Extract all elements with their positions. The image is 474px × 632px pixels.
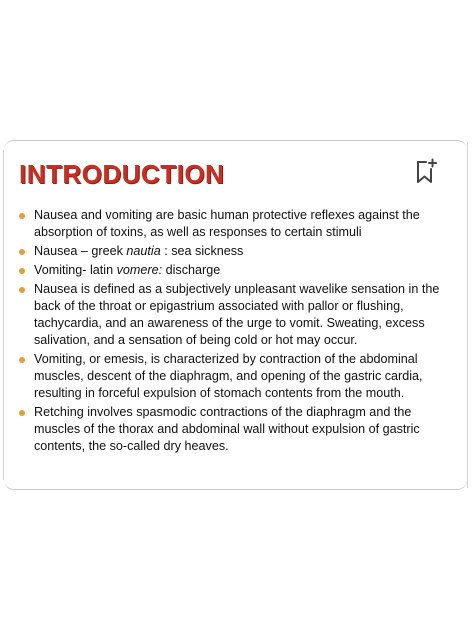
bullet-text: Nausea is defined as a subjectively unpleasant wavelike sensation in the back of the throat or epigastrium associated with pallor or flushing, tachycardia, and an awareness of the urge to vomit. Sweating, excess salivation, and a sensation of being cold or hot may occur. bbox=[34, 282, 440, 347]
bullet-text-prefix: Vomiting- latin bbox=[34, 263, 114, 277]
bullet-item bbox=[16, 207, 454, 241]
bullet-dot bbox=[19, 410, 25, 416]
bullet-dot bbox=[19, 268, 25, 274]
slide-title: INTRODUCTION bbox=[19, 159, 225, 189]
bullet-dot bbox=[19, 213, 25, 219]
bullet-item bbox=[16, 281, 454, 349]
bullet-text-italic: vomere: bbox=[116, 263, 163, 277]
bullet-item bbox=[16, 262, 454, 279]
bullet-dot bbox=[19, 357, 25, 363]
bullet-text-prefix: Nausea – greek bbox=[34, 244, 123, 258]
bullet-text-suffix: : sea sickness bbox=[164, 244, 244, 258]
slide-edge-right bbox=[467, 142, 474, 488]
bullet-dot bbox=[19, 287, 25, 293]
bullet-list bbox=[16, 207, 454, 457]
bullet-text: Vomiting, or emesis, is characterized by contraction of the abdominal muscles, descent of the diaphragm, and opening of the gastric cardia, resulting in forceful expulsion of stomach contents from the mouth. bbox=[34, 352, 423, 400]
bullet-dot bbox=[19, 249, 25, 255]
bookmark-add-icon[interactable] bbox=[415, 158, 437, 184]
bullet-item bbox=[16, 404, 454, 455]
bullet-text-suffix: discharge bbox=[165, 263, 221, 277]
bullet-item bbox=[16, 351, 454, 402]
bullet-text-italic: nautia bbox=[126, 244, 161, 258]
bullet-text: Nausea and vomiting are basic human protective reflexes against the absorption of toxins, as well as responses to certain stimuli bbox=[34, 208, 420, 239]
bullet-item bbox=[16, 243, 454, 260]
bullet-text: Retching involves spasmodic contractions of the diaphragm and the muscles of the thorax and abdominal wall without expulsion of gastric contents, the so-called dry heaves. bbox=[34, 405, 420, 453]
slide bbox=[4, 140, 467, 490]
